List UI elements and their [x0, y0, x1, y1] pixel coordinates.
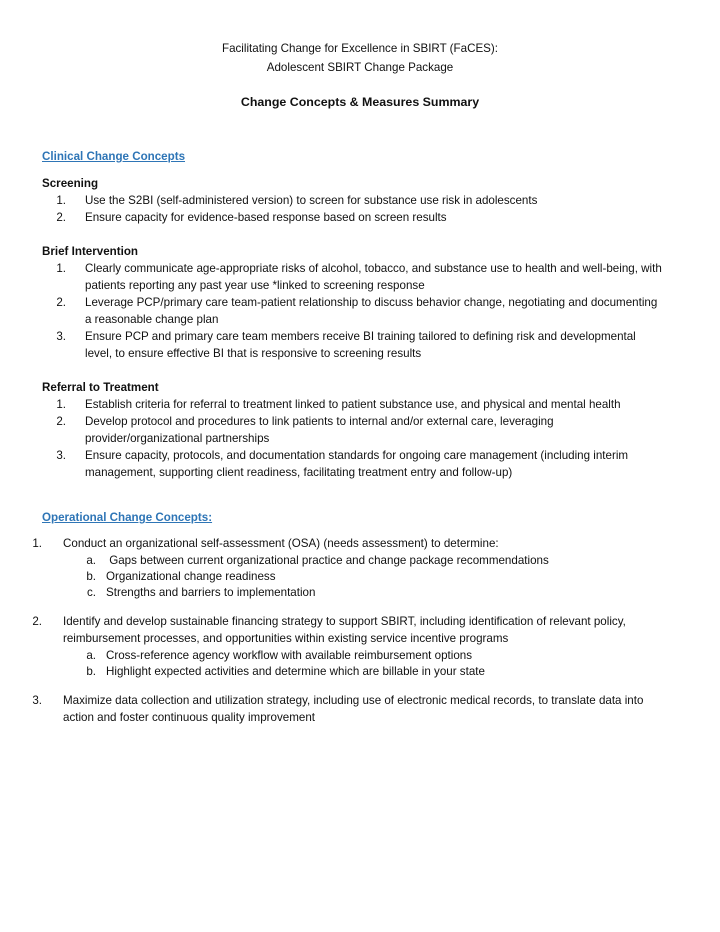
list-number: 1. [56, 194, 66, 207]
sub-list-text: Cross-reference agency workflow with available reimbursement options [106, 649, 473, 662]
sub-list-text: Highlight expected activities and determine which are billable in your state [106, 665, 485, 678]
list-number: 2. [56, 296, 66, 309]
list-item-text: Establish criteria for referral to treatment linked to patient substance use, and physical and mental health [85, 398, 621, 411]
list-number: 3. [56, 449, 66, 462]
list-number: 1. [56, 262, 66, 275]
list-number: 3. [56, 330, 66, 343]
sub-list-letter: a. [86, 554, 96, 567]
list-item-text: reimbursement processes, and opportunities within existing service incentive programs [63, 632, 509, 645]
list-number: 3. [32, 694, 42, 707]
sub-list-letter: a. [86, 649, 96, 662]
list-item-text: Ensure PCP and primary care team members receive BI training tailored to defining risk and developmental [85, 330, 636, 343]
list-item-text: Ensure capacity, protocols, and documentation standards for ongoing care management (including interim [85, 449, 629, 462]
list-item-text: Maximize data collection and utilization strategy, including use of electronic medical records, to translate data into [63, 694, 644, 707]
brief-intervention-subhead: Brief Intervention [42, 245, 138, 258]
list-item-text: action and foster continuous quality improvement [63, 711, 315, 724]
list-number: 2. [56, 211, 66, 224]
list-number: 2. [56, 415, 66, 428]
list-item-text: Leverage PCP/primary care team-patient relationship to discuss behavior change, negotiating and documenting [85, 296, 658, 309]
sub-list-letter: b. [86, 570, 96, 583]
list-item-text: Develop protocol and procedures to link patients to internal and/or external care, leveraging [85, 415, 554, 428]
list-item-text: management, supporting client readiness, facilitating treatment entry and follow-up) [85, 466, 513, 479]
list-item-text: level, to ensure effective BI that is responsive to screening results [85, 347, 422, 360]
sub-list-letter: c. [86, 586, 96, 599]
list-item-text: Identify and develop sustainable financing strategy to support SBIRT, including identification of relevant policy, [63, 615, 626, 628]
list-item-text: Ensure capacity for evidence-based response based on screen results [85, 211, 447, 224]
sub-list-letter: b. [86, 665, 96, 678]
header-line-1: Facilitating Change for Excellence in SBIRT (FaCES): [221, 42, 498, 55]
list-item-text: Use the S2BI (self-administered version) to screen for substance use risk in adolescents [85, 194, 538, 207]
list-item-text: Conduct an organizational self-assessment (OSA) (needs assessment) to determine: [63, 537, 499, 550]
operational-heading[interactable]: Operational Change Concepts: [42, 511, 213, 524]
list-item-text: provider/organizational partnerships [85, 432, 270, 445]
list-number: 1. [32, 537, 42, 550]
clinical-heading[interactable]: Clinical Change Concepts [42, 150, 186, 163]
list-number: 2. [32, 615, 42, 628]
list-item-text: a reasonable change plan [85, 313, 219, 326]
list-item-text: patients reporting any past year use *linked to screening response [85, 279, 425, 292]
page-title: Change Concepts & Measures Summary [240, 95, 480, 109]
sub-list-text: Gaps between current organizational practice and change package recommendations [106, 554, 549, 567]
list-number: 1. [56, 398, 66, 411]
referral-subhead: Referral to Treatment [42, 381, 159, 394]
sub-list-text: Organizational change readiness [106, 570, 276, 583]
header-line-2: Adolescent SBIRT Change Package [266, 61, 454, 74]
list-item-text: Clearly communicate age-appropriate risks of alcohol, tobacco, and substance use to health and well-being, with [85, 262, 662, 275]
sub-list-text: Strengths and barriers to implementation [106, 586, 316, 599]
screening-subhead: Screening [42, 177, 99, 190]
